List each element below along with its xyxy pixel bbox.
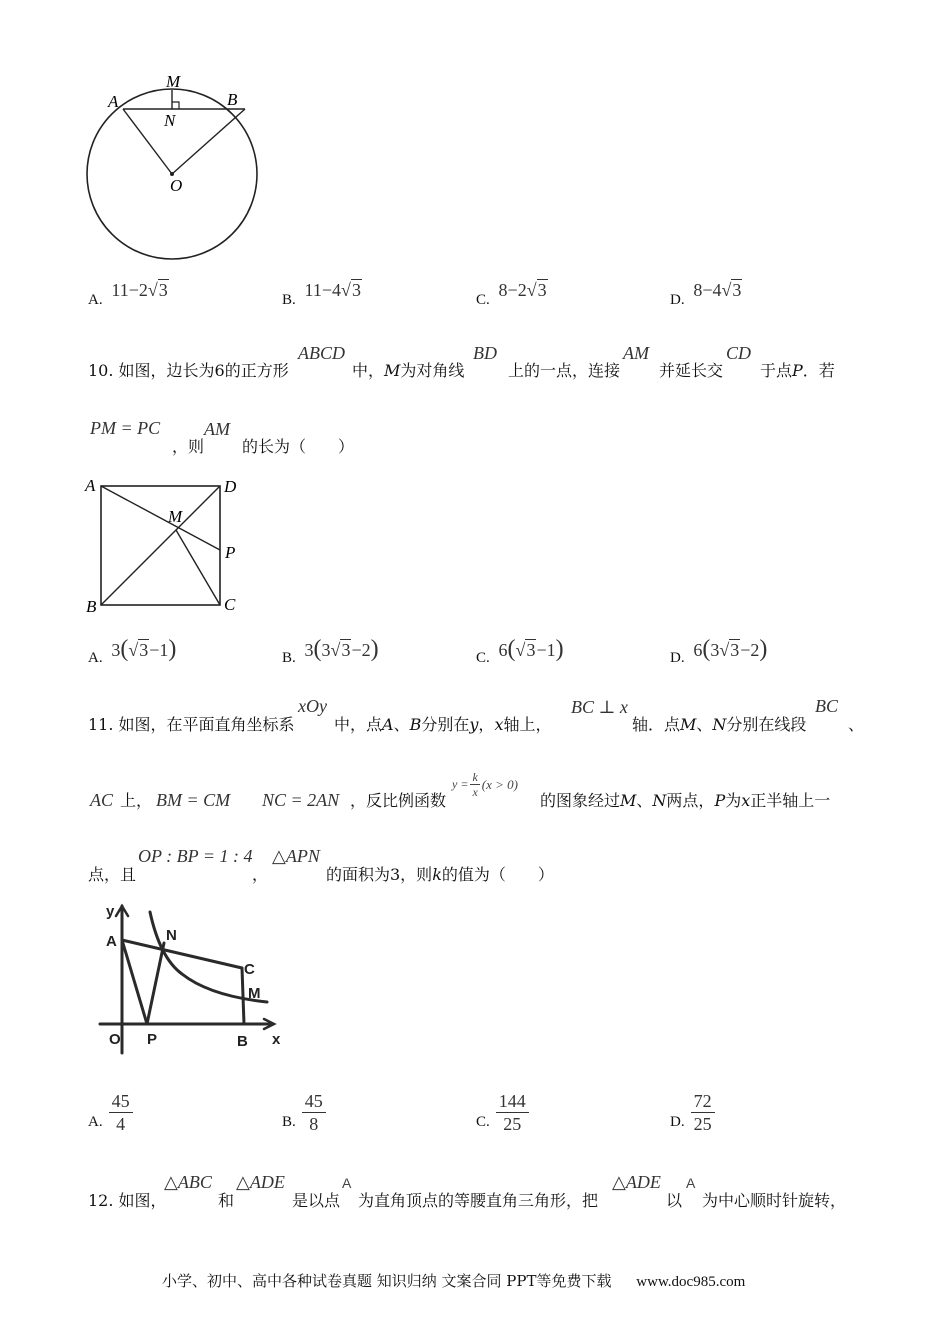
q11-option-a[interactable] (88, 1090, 133, 1135)
q12-math-ade: △ADE (236, 1172, 285, 1192)
coef: 2 (517, 280, 527, 300)
footer-link[interactable]: www.doc985.com (636, 1274, 746, 1290)
radicand: 3 (730, 640, 740, 660)
page-footer (162, 1270, 745, 1291)
q12-number: 12. 如图， (88, 1191, 167, 1210)
q11-text: 点，且 (88, 865, 137, 884)
coef: 3 (111, 640, 121, 660)
radicand: 3 (341, 640, 351, 660)
text: 两点， (666, 791, 715, 810)
q10-math-abcd: ABCD (298, 343, 345, 363)
coef: 6 (693, 640, 703, 660)
op: − (507, 280, 518, 300)
label-P: P (147, 1031, 158, 1048)
q10-option-d[interactable]: D. 6(3√3−2) (670, 636, 768, 666)
label-A: A (106, 933, 117, 950)
q11-line2-b (540, 788, 830, 811)
q9-option-b[interactable]: B. 11−4√3 (282, 280, 361, 308)
term: 8 (498, 280, 508, 300)
q12-math-a: A (342, 1175, 352, 1191)
q11-line1-b (334, 712, 551, 735)
q10-line1-c (760, 358, 835, 381)
option-label: C. (476, 292, 490, 308)
q10-line1 (88, 358, 289, 381)
text: 、 (393, 715, 410, 734)
var: x (494, 715, 504, 734)
term: 11 (111, 280, 129, 300)
q12-text: 是以点 (292, 1191, 341, 1210)
text: 正半轴上一 (750, 791, 831, 810)
op: − (321, 280, 333, 300)
text: 、 (696, 715, 713, 734)
coef: 4 (712, 280, 722, 300)
label-B: B (86, 597, 97, 616)
label-M: M (248, 985, 261, 1002)
option-label: D. (670, 292, 685, 308)
var: M (680, 715, 697, 734)
q10-math-am2: AM (204, 419, 230, 439)
var-p: P (792, 361, 803, 380)
q10-option-c[interactable]: C. 6(√3−1) (476, 636, 564, 666)
label-O: O (170, 176, 183, 195)
label-D: D (224, 477, 237, 496)
text: ．若 (802, 361, 835, 380)
numerator: 45 (109, 1090, 133, 1113)
k: 3 (321, 640, 331, 660)
option-label: A. (88, 1114, 103, 1130)
text: ， (478, 715, 495, 734)
text: 于点 (760, 361, 793, 380)
text: 为 (725, 791, 742, 810)
text: 的图象经过 (540, 791, 621, 810)
q10-text: ，则 (172, 437, 205, 456)
q10-math-am: AM (623, 343, 649, 363)
q11-option-b[interactable] (282, 1090, 326, 1135)
q9-option-c[interactable]: C. 8−2√3 (476, 280, 547, 308)
label-M: M (166, 72, 181, 91)
label-A: A (108, 92, 119, 111)
var: N (652, 791, 667, 810)
var-m: M (384, 361, 401, 380)
q12-math-ade2: △ADE (612, 1172, 661, 1192)
q10-line1-b (352, 358, 464, 381)
text: 分别在线段 (726, 715, 807, 734)
label-A: A (85, 476, 96, 495)
q11-function (452, 770, 518, 799)
numerator: k (472, 770, 478, 784)
q11-text: 上， (120, 791, 153, 810)
coef: 2 (138, 280, 148, 300)
figure-q10-square (80, 474, 250, 620)
option-label: D. (670, 650, 685, 666)
q11-line1-c (632, 712, 806, 735)
denominator: 25 (503, 1114, 522, 1134)
label-y: y (106, 903, 115, 920)
q11-math-apn: △APN (272, 846, 320, 866)
var: k (432, 865, 442, 884)
var: M (620, 791, 637, 810)
label-x: x (272, 1031, 281, 1048)
numerator: 144 (496, 1090, 529, 1113)
label-B: B (227, 90, 238, 109)
label-P: P (225, 543, 236, 562)
option-label: C. (476, 650, 490, 666)
q12-text: 为直角顶点的等腰直角三角形，把 (358, 1191, 599, 1210)
option-label: B. (282, 1114, 296, 1130)
q11-math-ac: AC (90, 790, 114, 810)
op: − (128, 280, 139, 300)
option-label: D. (670, 1114, 685, 1130)
q10-math-pm-pc: PM = PC (90, 418, 161, 438)
var: y (469, 715, 479, 734)
q10-text: 并延长交 (659, 361, 724, 380)
text: 轴．点 (632, 715, 681, 734)
radicand: 3 (139, 640, 149, 660)
q10-number: 10. 如图，边长为6的正方形 (88, 361, 289, 380)
term: 11 (304, 280, 322, 300)
denominator: x (472, 785, 478, 799)
q11-math-bc-perp: BC ⊥ x (571, 697, 628, 717)
coef: 6 (498, 640, 508, 660)
const: 1 (546, 640, 556, 660)
var: B (409, 715, 422, 734)
text: 中，点 (334, 715, 383, 734)
q11-math-bc: BC (815, 696, 839, 716)
coef: 4 (332, 280, 342, 300)
q10-option-b[interactable]: B. 3(3√3−2) (282, 636, 379, 666)
q10-math-bd: BD (473, 343, 497, 363)
text: 中， (352, 361, 385, 380)
const: 2 (750, 640, 760, 660)
var: P (714, 791, 726, 810)
text: 的值为（ ） (441, 865, 554, 884)
op: − (702, 280, 713, 300)
footer-text: 小学、初中、高中各种试卷真题 知识归纳 文案合同 PPT等免费下载 (162, 1272, 612, 1290)
denominator: 8 (309, 1114, 319, 1134)
figure-q11-graph (92, 898, 292, 1058)
q11-option-d[interactable] (670, 1090, 715, 1135)
const: 1 (159, 640, 169, 660)
q12-text: 和 (218, 1191, 235, 1210)
q10-text: 上的一点，连接 (508, 361, 621, 380)
q11-math-bm-cm: BM = CM (156, 790, 231, 810)
q11-number: 11. 如图，在平面直角坐标系 (88, 715, 295, 734)
label-C: C (224, 595, 236, 614)
radicand: 3 (537, 280, 547, 300)
q11-line3-b (326, 862, 554, 885)
radicand: 3 (158, 280, 168, 300)
q12-text: 为中心顺时针旋转， (702, 1191, 847, 1210)
q11-math-nc-an: NC = 2AN (262, 790, 340, 810)
term: 8 (693, 280, 703, 300)
label-M: M (168, 507, 183, 526)
text: 、 (636, 791, 653, 810)
radicand: 3 (732, 280, 742, 300)
k: 3 (710, 640, 720, 660)
option-label: A. (88, 292, 103, 308)
q11-text: ， (252, 865, 269, 884)
coef: 3 (304, 640, 314, 660)
radicand: 3 (526, 640, 536, 660)
option-label: A. (88, 650, 103, 666)
var: N (712, 715, 727, 734)
q11-text: 、 (848, 715, 865, 734)
q10-math-cd: CD (726, 343, 752, 363)
text: 为对角线 (400, 361, 465, 380)
figure-q9-circle (80, 66, 280, 266)
const: 2 (361, 640, 371, 660)
var: x (741, 791, 751, 810)
var: A (382, 715, 394, 734)
label-O: O (109, 1031, 121, 1048)
q12-math-a2: A (686, 1175, 696, 1191)
denominator: 25 (693, 1114, 712, 1134)
text: 的面积为3，则 (326, 865, 433, 884)
q11-math-ratio: OP : BP = 1 : 4 (138, 846, 253, 866)
label-C: C (244, 961, 255, 978)
q12-math-abc: △ABC (164, 1172, 212, 1192)
condition: (x > 0) (481, 776, 518, 792)
text: 轴上， (503, 715, 552, 734)
label-N: N (166, 927, 177, 944)
q11-math-xoy: xOy (298, 696, 327, 716)
q10-text: 的长为（ ） (242, 437, 355, 456)
text: y = (452, 777, 469, 791)
q9-option-d[interactable]: D. 8−4√3 (670, 280, 742, 308)
text: 分别在 (421, 715, 470, 734)
q11-option-c[interactable] (476, 1090, 529, 1135)
denominator: 4 (116, 1114, 126, 1134)
option-label: B. (282, 650, 296, 666)
numerator: 72 (691, 1090, 715, 1113)
radicand: 3 (351, 280, 361, 300)
option-label: B. (282, 292, 296, 308)
q9-option-a[interactable]: A. 11−2√3 (88, 280, 168, 308)
q11-text: ，反比例函数 (350, 791, 447, 810)
numerator: 45 (302, 1090, 326, 1113)
label-N: N (164, 111, 176, 130)
label-B: B (237, 1033, 248, 1050)
q10-option-a[interactable]: A. 3(√3−1) (88, 636, 177, 666)
q12-text: 以 (666, 1191, 683, 1210)
option-label: C. (476, 1114, 490, 1130)
